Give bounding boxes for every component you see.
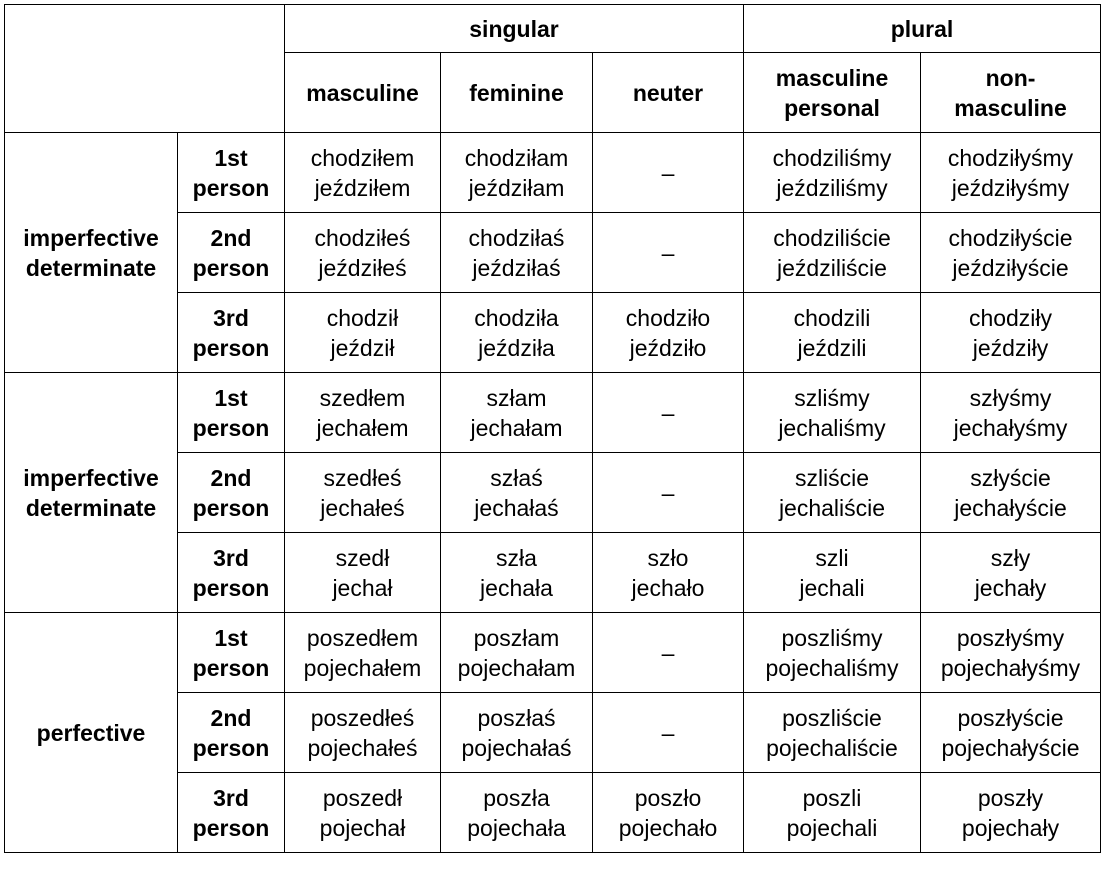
aspect-label	[5, 373, 178, 613]
form-cell	[921, 213, 1101, 293]
form-cell	[921, 133, 1101, 213]
aspect-label-line: determinate	[25, 494, 157, 521]
verb-form: poszłaś	[477, 704, 556, 731]
neuter-header: neuter	[593, 53, 744, 133]
verb-form: jeździłyśmy	[951, 174, 1070, 201]
person-label	[178, 133, 285, 213]
verb-form: jechała	[480, 574, 553, 601]
verb-form: jechali	[799, 574, 865, 601]
form-cell	[441, 693, 593, 773]
verb-form: pojechali	[786, 814, 878, 841]
verb-form: szłyśmy	[969, 384, 1052, 411]
person-label-line: person	[192, 334, 270, 361]
person-label-line: person	[192, 174, 270, 201]
person-label-line: 1st	[214, 384, 248, 411]
table-row	[5, 133, 1101, 213]
verb-form: –	[661, 719, 675, 746]
form-cell	[744, 453, 921, 533]
person-label-line: 3rd	[213, 544, 249, 571]
verb-form: jeździłeś	[318, 254, 407, 281]
verb-form: –	[661, 479, 675, 506]
verb-form: szłam	[486, 384, 547, 411]
person-label	[178, 293, 285, 373]
form-cell	[744, 693, 921, 773]
form-cell	[441, 373, 593, 453]
person-label	[178, 213, 285, 293]
form-cell	[285, 453, 441, 533]
table-row	[5, 373, 1101, 453]
verb-form: pojechałem	[303, 654, 422, 681]
form-cell	[593, 133, 744, 213]
verb-form: pojechało	[618, 814, 718, 841]
verb-form: jeździłem	[314, 174, 411, 201]
masculine-personal-header	[744, 53, 921, 133]
verb-form: szła	[496, 544, 537, 571]
form-cell	[285, 613, 441, 693]
verb-form: pojechałaś	[461, 734, 572, 761]
aspect-label-line: imperfective	[23, 224, 159, 251]
verb-form: jeździła	[478, 334, 555, 361]
verb-form: pojechałyśmy	[940, 654, 1081, 681]
aspect-label-line: imperfective	[23, 464, 159, 491]
non-masculine-header	[921, 53, 1101, 133]
verb-form: szli	[815, 544, 849, 571]
form-cell	[441, 773, 593, 853]
person-label-line: 3rd	[213, 784, 249, 811]
verb-form: pojechała	[467, 814, 566, 841]
person-label	[178, 693, 285, 773]
form-cell	[593, 213, 744, 293]
form-cell	[921, 453, 1101, 533]
person-label	[178, 453, 285, 533]
form-cell	[744, 293, 921, 373]
verb-form: poszły	[977, 784, 1044, 811]
verb-form: chodziłyśmy	[947, 144, 1074, 171]
header-line: personal	[784, 94, 880, 121]
form-cell	[593, 533, 744, 613]
verb-form: jeździliście	[777, 254, 887, 281]
verb-form: jeździłyście	[952, 254, 1069, 281]
form-cell	[593, 773, 744, 853]
verb-form: chodziłeś	[314, 224, 411, 251]
form-cell	[441, 213, 593, 293]
verb-form: szłyście	[970, 464, 1051, 491]
person-label-line: person	[192, 734, 270, 761]
form-cell	[744, 613, 921, 693]
person-label-line: 3rd	[213, 304, 249, 331]
verb-form: chodziły	[968, 304, 1053, 331]
form-cell	[593, 293, 744, 373]
header-line: non-	[985, 64, 1036, 91]
verb-form: poszłyśmy	[956, 624, 1065, 651]
verb-form: chodziłam	[464, 144, 569, 171]
form-cell	[744, 373, 921, 453]
verb-form: poszedł	[322, 784, 403, 811]
person-label-line: 2nd	[210, 464, 252, 491]
form-cell	[921, 773, 1101, 853]
verb-form: poszedłeś	[310, 704, 415, 731]
header-line: masculine	[775, 64, 889, 91]
verb-form: szły	[990, 544, 1031, 571]
verb-form: jechałem	[316, 414, 409, 441]
verb-form: szliście	[794, 464, 870, 491]
verb-form: pojechały	[961, 814, 1060, 841]
verb-form: pojechał	[319, 814, 406, 841]
verb-form: jechało	[631, 574, 705, 601]
verb-form: poszliście	[782, 704, 882, 731]
form-cell	[921, 373, 1101, 453]
form-cell	[441, 453, 593, 533]
form-cell	[921, 693, 1101, 773]
verb-form: pojechaliśmy	[765, 654, 899, 681]
form-cell	[593, 373, 744, 453]
verb-form: pojechaliście	[766, 734, 898, 761]
verb-form: chodziło	[625, 304, 711, 331]
table-row	[5, 613, 1101, 693]
verb-form: poszliśmy	[781, 624, 883, 651]
person-label-line: 2nd	[210, 704, 252, 731]
form-cell	[921, 533, 1101, 613]
verb-form: poszedłem	[306, 624, 419, 651]
verb-form: jeździł	[330, 334, 395, 361]
feminine-header: feminine	[441, 53, 593, 133]
form-cell	[285, 533, 441, 613]
person-label	[178, 773, 285, 853]
verb-form: –	[661, 399, 675, 426]
form-cell	[593, 693, 744, 773]
form-cell	[285, 773, 441, 853]
person-label-line: person	[192, 494, 270, 521]
form-cell	[285, 133, 441, 213]
verb-form: jeździłaś	[472, 254, 561, 281]
person-label-line: 1st	[214, 144, 248, 171]
verb-form: chodziłem	[310, 144, 415, 171]
verb-form: jeździli	[797, 334, 867, 361]
person-label-line: person	[192, 574, 270, 601]
person-label-line: person	[192, 814, 270, 841]
verb-form: jechał	[332, 574, 393, 601]
form-cell	[285, 213, 441, 293]
form-cell	[441, 533, 593, 613]
verb-form: –	[661, 639, 675, 666]
person-label-line: person	[192, 654, 270, 681]
aspect-label	[5, 133, 178, 373]
verb-form: szłaś	[490, 464, 543, 491]
form-cell	[441, 613, 593, 693]
form-cell	[744, 213, 921, 293]
verb-form: poszła	[483, 784, 550, 811]
verb-form: pojechałam	[457, 654, 576, 681]
form-cell	[441, 133, 593, 213]
aspect-label-line: determinate	[25, 254, 157, 281]
person-label-line: 1st	[214, 624, 248, 651]
conjugation-table	[4, 4, 1101, 853]
verb-form: poszło	[634, 784, 702, 811]
form-cell	[593, 613, 744, 693]
form-cell	[285, 373, 441, 453]
verb-form: jechałaś	[474, 494, 559, 521]
person-label-line: person	[192, 254, 270, 281]
verb-form: poszli	[802, 784, 862, 811]
verb-form: jechałam	[470, 414, 563, 441]
verb-form: chodziłyście	[948, 224, 1073, 251]
form-cell	[744, 773, 921, 853]
verb-form: szło	[647, 544, 689, 571]
aspect-label	[5, 613, 178, 853]
person-label	[178, 373, 285, 453]
verb-form: szedłem	[319, 384, 406, 411]
verb-form: –	[661, 159, 675, 186]
verb-form: jechałeś	[320, 494, 405, 521]
form-cell	[744, 533, 921, 613]
form-cell	[593, 453, 744, 533]
form-cell	[441, 293, 593, 373]
verb-form: chodziliśmy	[772, 144, 892, 171]
verb-form: poszłam	[473, 624, 560, 651]
verb-form: jechały	[974, 574, 1047, 601]
verb-form: jeździłam	[468, 174, 565, 201]
masculine-header: masculine	[285, 53, 441, 133]
form-cell	[744, 133, 921, 213]
form-cell	[921, 293, 1101, 373]
verb-form: jechałyśmy	[953, 414, 1068, 441]
verb-form: jechaliśmy	[778, 414, 886, 441]
form-cell	[921, 613, 1101, 693]
verb-form: szliśmy	[794, 384, 870, 411]
person-label-line: person	[192, 414, 270, 441]
header-line: masculine	[954, 94, 1067, 121]
form-cell	[285, 293, 441, 373]
verb-form: szedłeś	[323, 464, 402, 491]
verb-form: chodzili	[793, 304, 871, 331]
aspect-label-line: perfective	[36, 719, 146, 746]
verb-form: –	[661, 239, 675, 266]
verb-form: chodziłaś	[468, 224, 565, 251]
verb-form: szedł	[335, 544, 390, 571]
verb-form: jeździły	[972, 334, 1049, 361]
singular-header: singular	[285, 5, 744, 53]
person-label	[178, 533, 285, 613]
verb-form: jechałyście	[954, 494, 1067, 521]
verb-form: poszłyście	[957, 704, 1064, 731]
verb-form: chodziła	[474, 304, 559, 331]
verb-form: chodziliście	[773, 224, 891, 251]
form-cell	[285, 693, 441, 773]
verb-form: chodził	[326, 304, 399, 331]
person-label	[178, 613, 285, 693]
plural-header: plural	[744, 5, 1101, 53]
verb-form: pojechałeś	[307, 734, 418, 761]
person-label-line: 2nd	[210, 224, 252, 251]
corner-cell	[5, 5, 285, 133]
verb-form: jeździliśmy	[776, 174, 888, 201]
verb-form: pojechałyście	[941, 734, 1080, 761]
verb-form: jechaliście	[778, 494, 886, 521]
verb-form: jeździło	[629, 334, 707, 361]
table-body	[5, 133, 1101, 853]
